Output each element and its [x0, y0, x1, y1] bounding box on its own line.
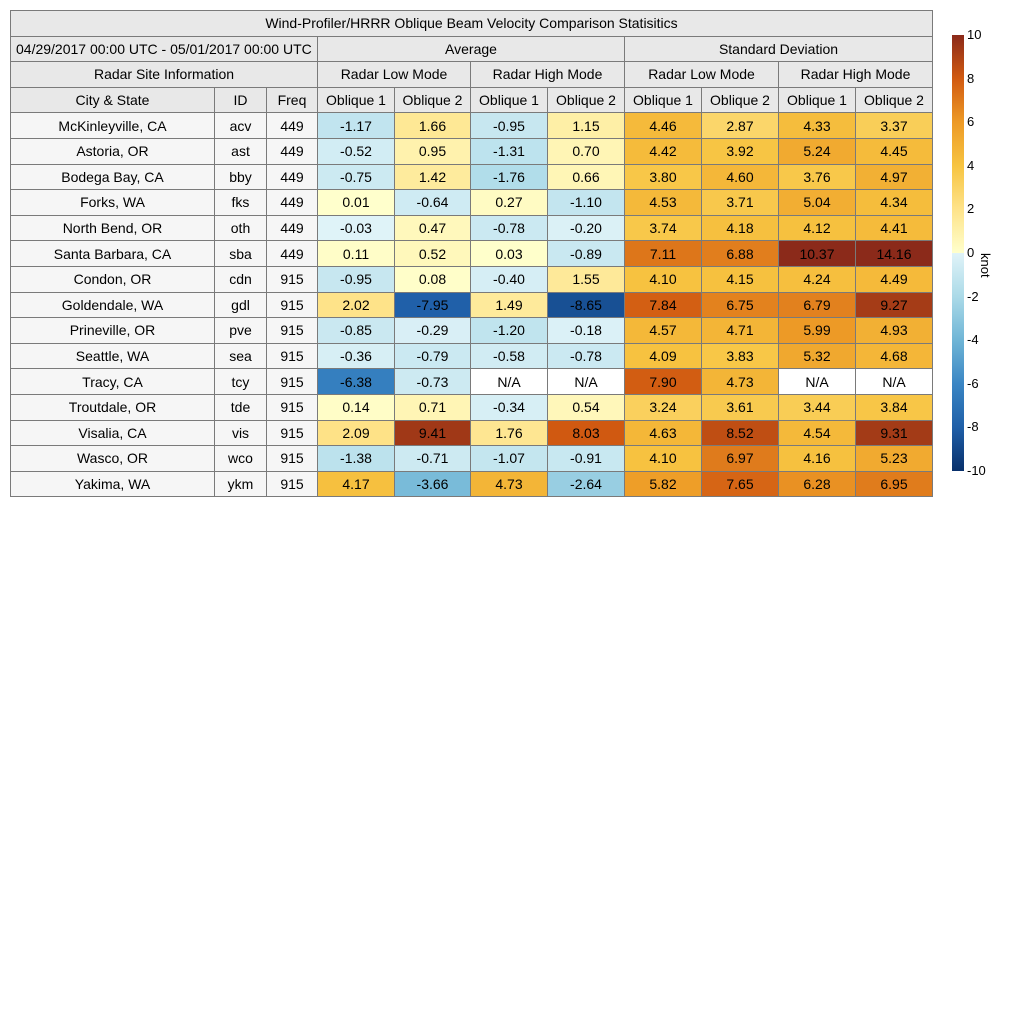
column-header-city: City & State — [11, 87, 215, 113]
site-id: gdl — [215, 292, 267, 318]
std-dev-cell: 4.33 — [779, 113, 856, 139]
std-dev-cell: 6.97 — [702, 446, 779, 472]
site-city: Troutdale, OR — [11, 394, 215, 420]
colorbar-tick-label: 8 — [967, 70, 975, 86]
std-dev-cell: 4.63 — [625, 420, 702, 446]
table-row — [11, 394, 933, 420]
average-cell: 8.03 — [548, 420, 625, 446]
average-cell: -0.78 — [471, 215, 548, 241]
std-dev-cell: N/A — [856, 369, 933, 395]
site-id: ast — [215, 138, 267, 164]
std-dev-cell: 4.49 — [856, 266, 933, 292]
average-cell: 0.95 — [395, 138, 471, 164]
std-dev-cell: 4.60 — [702, 164, 779, 190]
average-cell: -0.85 — [318, 318, 395, 344]
colorbar-tick-label: -4 — [967, 332, 979, 348]
average-cell: 4.73 — [471, 471, 548, 497]
std-dev-cell: 7.84 — [625, 292, 702, 318]
average-cell: -0.20 — [548, 215, 625, 241]
site-id: fks — [215, 190, 267, 216]
std-dev-cell: 4.57 — [625, 318, 702, 344]
date-range: 04/29/2017 00:00 UTC - 05/01/2017 00:00 UTC — [11, 36, 318, 62]
colorbar-tick-label: -6 — [967, 375, 979, 391]
std-dev-cell: 9.27 — [856, 292, 933, 318]
average-cell: 4.17 — [318, 471, 395, 497]
site-city: Bodega Bay, CA — [11, 164, 215, 190]
average-cell: -0.73 — [395, 369, 471, 395]
site-id: tde — [215, 394, 267, 420]
beam-header: Oblique 2 — [702, 87, 779, 113]
site-freq: 915 — [267, 292, 318, 318]
average-cell: 0.52 — [395, 241, 471, 267]
table-row — [11, 215, 933, 241]
average-cell: 1.15 — [548, 113, 625, 139]
colorbar-tick-label: 6 — [967, 114, 975, 130]
column-header-id: ID — [215, 87, 267, 113]
std-dev-cell: 6.88 — [702, 241, 779, 267]
std-dev-cell: 7.11 — [625, 241, 702, 267]
std-dev-cell: 7.90 — [625, 369, 702, 395]
site-freq: 449 — [267, 215, 318, 241]
average-cell: -0.03 — [318, 215, 395, 241]
average-cell: 1.55 — [548, 266, 625, 292]
std-dev-cell: 6.79 — [779, 292, 856, 318]
average-cell: 0.47 — [395, 215, 471, 241]
std-dev-cell: 4.10 — [625, 266, 702, 292]
beam-header: Oblique 1 — [318, 87, 395, 113]
beam-header: Oblique 2 — [395, 87, 471, 113]
colorbar-tick-label: -10 — [967, 463, 986, 478]
average-cell: 1.76 — [471, 420, 548, 446]
average-cell: -2.64 — [548, 471, 625, 497]
std-dev-cell: 3.24 — [625, 394, 702, 420]
table-row — [11, 471, 933, 497]
std-dev-cell: 7.65 — [702, 471, 779, 497]
site-id: acv — [215, 113, 267, 139]
column-header-freq: Freq — [267, 87, 318, 113]
mode-header: Radar High Mode — [471, 62, 625, 88]
std-dev-cell: 4.42 — [625, 138, 702, 164]
std-dev-cell: 4.24 — [779, 266, 856, 292]
average-cell: -0.89 — [548, 241, 625, 267]
beam-header: Oblique 2 — [856, 87, 933, 113]
average-cell: -0.71 — [395, 446, 471, 472]
std-dev-cell: N/A — [779, 369, 856, 395]
std-dev-cell: 4.15 — [702, 266, 779, 292]
site-freq: 449 — [267, 138, 318, 164]
std-dev-cell: 3.37 — [856, 113, 933, 139]
colorbar-tick-label: -8 — [967, 419, 979, 435]
group-header-std-dev: Standard Deviation — [625, 36, 933, 62]
table-row — [11, 241, 933, 267]
site-freq: 915 — [267, 394, 318, 420]
std-dev-cell: 4.16 — [779, 446, 856, 472]
std-dev-cell: 14.16 — [856, 241, 933, 267]
site-id: tcy — [215, 369, 267, 395]
site-freq: 915 — [267, 369, 318, 395]
average-cell: 0.03 — [471, 241, 548, 267]
average-cell: 0.14 — [318, 394, 395, 420]
average-cell: 2.09 — [318, 420, 395, 446]
std-dev-cell: 4.18 — [702, 215, 779, 241]
average-cell: 0.11 — [318, 241, 395, 267]
average-cell: 1.42 — [395, 164, 471, 190]
table-body — [11, 113, 933, 497]
site-city: Forks, WA — [11, 190, 215, 216]
average-cell: -1.38 — [318, 446, 395, 472]
average-cell: 2.02 — [318, 292, 395, 318]
site-id: ykm — [215, 471, 267, 497]
table-row — [11, 138, 933, 164]
site-id: sba — [215, 241, 267, 267]
site-city: Astoria, OR — [11, 138, 215, 164]
average-cell: -0.34 — [471, 394, 548, 420]
site-id: pve — [215, 318, 267, 344]
std-dev-cell: 8.52 — [702, 420, 779, 446]
site-city: Visalia, CA — [11, 420, 215, 446]
site-city: Yakima, WA — [11, 471, 215, 497]
site-id: vis — [215, 420, 267, 446]
average-cell: 0.01 — [318, 190, 395, 216]
beam-header: Oblique 2 — [548, 87, 625, 113]
mode-header: Radar High Mode — [779, 62, 933, 88]
average-cell: N/A — [548, 369, 625, 395]
site-city: Goldendale, WA — [11, 292, 215, 318]
site-freq: 449 — [267, 164, 318, 190]
table-row — [11, 369, 933, 395]
colorbar-tick-label: -2 — [967, 288, 979, 304]
std-dev-cell: 4.97 — [856, 164, 933, 190]
site-city: McKinleyville, CA — [11, 113, 215, 139]
std-dev-cell: 5.04 — [779, 190, 856, 216]
table-row — [11, 318, 933, 344]
site-city: Tracy, CA — [11, 369, 215, 395]
std-dev-cell: 2.87 — [702, 113, 779, 139]
std-dev-cell: 10.37 — [779, 241, 856, 267]
average-cell: -0.91 — [548, 446, 625, 472]
average-cell: 0.66 — [548, 164, 625, 190]
std-dev-cell: 6.28 — [779, 471, 856, 497]
std-dev-cell: 4.09 — [625, 343, 702, 369]
site-city: Wasco, OR — [11, 446, 215, 472]
std-dev-cell: 3.84 — [856, 394, 933, 420]
average-cell: -0.95 — [471, 113, 548, 139]
std-dev-cell: 4.73 — [702, 369, 779, 395]
std-dev-cell: 5.32 — [779, 343, 856, 369]
average-cell: -0.75 — [318, 164, 395, 190]
table-row — [11, 266, 933, 292]
std-dev-cell: 4.45 — [856, 138, 933, 164]
average-cell: -0.52 — [318, 138, 395, 164]
average-cell: -0.18 — [548, 318, 625, 344]
average-cell: -1.07 — [471, 446, 548, 472]
average-cell: -0.64 — [395, 190, 471, 216]
average-cell: -0.40 — [471, 266, 548, 292]
std-dev-cell: 5.23 — [856, 446, 933, 472]
site-id: cdn — [215, 266, 267, 292]
site-id: wco — [215, 446, 267, 472]
average-cell: -1.20 — [471, 318, 548, 344]
std-dev-cell: 3.74 — [625, 215, 702, 241]
std-dev-cell: 3.83 — [702, 343, 779, 369]
average-cell: 0.54 — [548, 394, 625, 420]
std-dev-cell: 5.82 — [625, 471, 702, 497]
table-row — [11, 190, 933, 216]
colorbar-tick-label: 2 — [967, 201, 975, 217]
average-cell: 1.49 — [471, 292, 548, 318]
std-dev-cell: 4.46 — [625, 113, 702, 139]
std-dev-cell: 6.75 — [702, 292, 779, 318]
site-info-header: Radar Site Information — [11, 62, 318, 88]
colorbar-tick-label: 0 — [967, 245, 975, 260]
average-cell: -0.36 — [318, 343, 395, 369]
std-dev-cell: 3.71 — [702, 190, 779, 216]
mode-header: Radar Low Mode — [625, 62, 779, 88]
site-freq: 915 — [267, 318, 318, 344]
site-freq: 449 — [267, 113, 318, 139]
site-freq: 915 — [267, 343, 318, 369]
average-cell: 0.27 — [471, 190, 548, 216]
average-cell: -1.10 — [548, 190, 625, 216]
table-row — [11, 113, 933, 139]
std-dev-cell: 5.24 — [779, 138, 856, 164]
average-cell: -1.17 — [318, 113, 395, 139]
comparison-table — [10, 10, 933, 497]
std-dev-cell: 4.34 — [856, 190, 933, 216]
site-freq: 915 — [267, 266, 318, 292]
average-cell: -6.38 — [318, 369, 395, 395]
average-cell: -0.78 — [548, 343, 625, 369]
std-dev-cell: 4.71 — [702, 318, 779, 344]
site-freq: 915 — [267, 420, 318, 446]
table-row — [11, 164, 933, 190]
site-freq: 449 — [267, 241, 318, 267]
site-freq: 915 — [267, 446, 318, 472]
average-cell: -8.65 — [548, 292, 625, 318]
site-city: Prineville, OR — [11, 318, 215, 344]
std-dev-cell: 4.41 — [856, 215, 933, 241]
std-dev-cell: 3.61 — [702, 394, 779, 420]
std-dev-cell: 4.68 — [856, 343, 933, 369]
average-cell: 9.41 — [395, 420, 471, 446]
site-city: Santa Barbara, CA — [11, 241, 215, 267]
mode-header: Radar Low Mode — [318, 62, 471, 88]
table-row — [11, 292, 933, 318]
average-cell: 0.70 — [548, 138, 625, 164]
colorbar-label: knot — [978, 253, 993, 278]
site-city: North Bend, OR — [11, 215, 215, 241]
site-city: Seattle, WA — [11, 343, 215, 369]
std-dev-cell: 4.53 — [625, 190, 702, 216]
std-dev-cell: 3.44 — [779, 394, 856, 420]
site-id: sea — [215, 343, 267, 369]
table-row — [11, 343, 933, 369]
std-dev-cell: 3.80 — [625, 164, 702, 190]
beam-header: Oblique 1 — [471, 87, 548, 113]
std-dev-cell: 4.93 — [856, 318, 933, 344]
std-dev-cell: 4.54 — [779, 420, 856, 446]
average-cell: -3.66 — [395, 471, 471, 497]
average-cell: 1.66 — [395, 113, 471, 139]
site-id: bby — [215, 164, 267, 190]
average-cell: -0.58 — [471, 343, 548, 369]
site-id: oth — [215, 215, 267, 241]
average-cell: -7.95 — [395, 292, 471, 318]
table-row — [11, 420, 933, 446]
site-freq: 449 — [267, 190, 318, 216]
average-cell: -0.29 — [395, 318, 471, 344]
std-dev-cell: 3.92 — [702, 138, 779, 164]
average-cell: 0.71 — [395, 394, 471, 420]
std-dev-cell: 6.95 — [856, 471, 933, 497]
average-cell: -1.31 — [471, 138, 548, 164]
average-cell: N/A — [471, 369, 548, 395]
colorbar-tick-label: 10 — [967, 27, 982, 42]
std-dev-cell: 3.76 — [779, 164, 856, 190]
colorbar-tick-label: 4 — [967, 157, 975, 173]
beam-header: Oblique 1 — [779, 87, 856, 113]
average-cell: 0.08 — [395, 266, 471, 292]
std-dev-cell: 5.99 — [779, 318, 856, 344]
site-city: Condon, OR — [11, 266, 215, 292]
site-freq: 915 — [267, 471, 318, 497]
group-header-average: Average — [318, 36, 625, 62]
average-cell: -0.95 — [318, 266, 395, 292]
table-title: Wind-Profiler/HRRR Oblique Beam Velocity Comparison Statisitics — [11, 11, 933, 37]
table-row — [11, 446, 933, 472]
beam-header: Oblique 1 — [625, 87, 702, 113]
std-dev-cell: 4.12 — [779, 215, 856, 241]
average-cell: -0.79 — [395, 343, 471, 369]
std-dev-cell: 4.10 — [625, 446, 702, 472]
std-dev-cell: 9.31 — [856, 420, 933, 446]
average-cell: -1.76 — [471, 164, 548, 190]
colorbar — [952, 35, 964, 471]
